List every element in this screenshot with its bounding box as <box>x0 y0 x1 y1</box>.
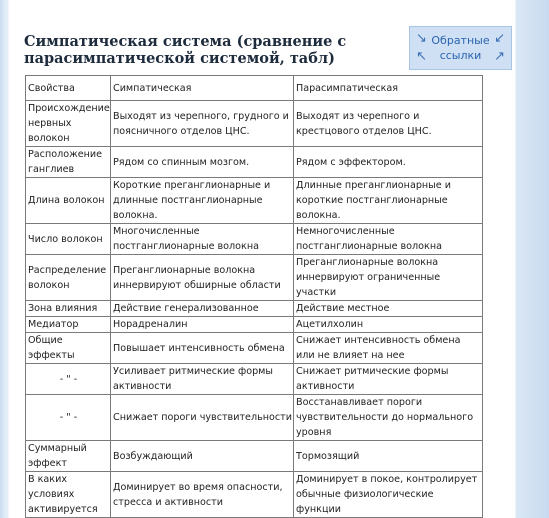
backlinks-button[interactable] <box>409 26 512 70</box>
table-row <box>26 472 483 518</box>
table-cell: Распределение волокон <box>26 255 111 301</box>
table-cell: Рядом со спинным мозгом. <box>111 147 294 178</box>
table-header-row <box>26 76 483 101</box>
table-cell: Тормозящий <box>294 441 483 472</box>
table-cell: Медиатор <box>26 317 111 333</box>
table-row <box>26 333 483 364</box>
table-cell: Усиливает ритмические формы активности <box>111 364 294 395</box>
table-cell: Снижает интенсивность обмена или не влияет на нее <box>294 333 483 364</box>
table-cell: Зона влияния <box>26 301 111 317</box>
table-cell: Многочисленные постганглионарные волокна <box>111 224 294 255</box>
table-cell: Рядом с эффектором. <box>294 147 483 178</box>
table-row <box>26 441 483 472</box>
arrow-up-left-icon: ↖ <box>416 49 427 64</box>
table-cell: В каких условиях активируется <box>26 472 111 518</box>
arrow-down-left-icon: ↙ <box>494 31 505 46</box>
table-cell: Ацетилхолин <box>294 317 483 333</box>
header-cell: Свойства <box>26 76 111 101</box>
table-cell: Преганглионарные волокна иннервируют обширные области <box>111 255 294 301</box>
table-cell: Короткие преганглионарные и длинные постганглионарные волокна. <box>111 178 294 224</box>
table-row <box>26 395 483 441</box>
comparison-table <box>25 75 483 518</box>
table-row <box>26 178 483 224</box>
table-cell: Действие генерализованное <box>111 301 294 317</box>
table-row <box>26 101 483 147</box>
table-row <box>26 301 483 317</box>
table-cell: Доминирует в покое, контролирует обычные физиологические функции <box>294 472 483 518</box>
table-cell: Происхождение нервных волокон <box>26 101 111 147</box>
table-cell: Немногочисленные постганглионарные волокна <box>294 224 483 255</box>
table-cell: - " - <box>26 364 111 395</box>
header-cell: Симпатическая <box>111 76 294 101</box>
backlinks-label: Обратные ссылки <box>431 34 490 62</box>
table-cell: Снижает ритмические формы активности <box>294 364 483 395</box>
table-cell: Выходят из черепного и крестцового отделов ЦНС. <box>294 101 483 147</box>
table-cell: Снижает пороги чувствительности <box>111 395 294 441</box>
table-row <box>26 147 483 178</box>
table-cell: Расположение ганглиев <box>26 147 111 178</box>
table-cell: Выходят из черепного, грудного и поясничного отделов ЦНС. <box>111 101 294 147</box>
table-row <box>26 317 483 333</box>
table-cell: Норадреналин <box>111 317 294 333</box>
table-cell: Суммарный эффект <box>26 441 111 472</box>
table-cell: Общие эффекты <box>26 333 111 364</box>
arrow-up-right-icon: ↗ <box>494 49 505 64</box>
page-content <box>9 0 515 515</box>
header-cell: Парасимпатическая <box>294 76 483 101</box>
page-title: Симпатическая система (сравнение с парасимпатической системой, табл) <box>24 33 347 67</box>
table-cell: - " - <box>26 395 111 441</box>
table-cell: Действие местное <box>294 301 483 317</box>
table-cell: Повышает интенсивность обмена <box>111 333 294 364</box>
table-cell: Доминирует во время опасности, стресса и активности <box>111 472 294 518</box>
table-cell: Длина волокон <box>26 178 111 224</box>
table-cell: Возбуждающий <box>111 441 294 472</box>
table-cell: Преганглионарные волокна иннервируют ограниченные участки <box>294 255 483 301</box>
table-cell: Длинные преганглионарные и короткие постганглионарные волокна. <box>294 178 483 224</box>
table-row <box>26 224 483 255</box>
table-row <box>26 255 483 301</box>
table-cell: Восстанавливает пороги чувствительности до нормального уровня <box>294 395 483 441</box>
table-row <box>26 364 483 395</box>
table-cell: Число волокон <box>26 224 111 255</box>
arrow-down-right-icon: ↘ <box>416 31 427 46</box>
